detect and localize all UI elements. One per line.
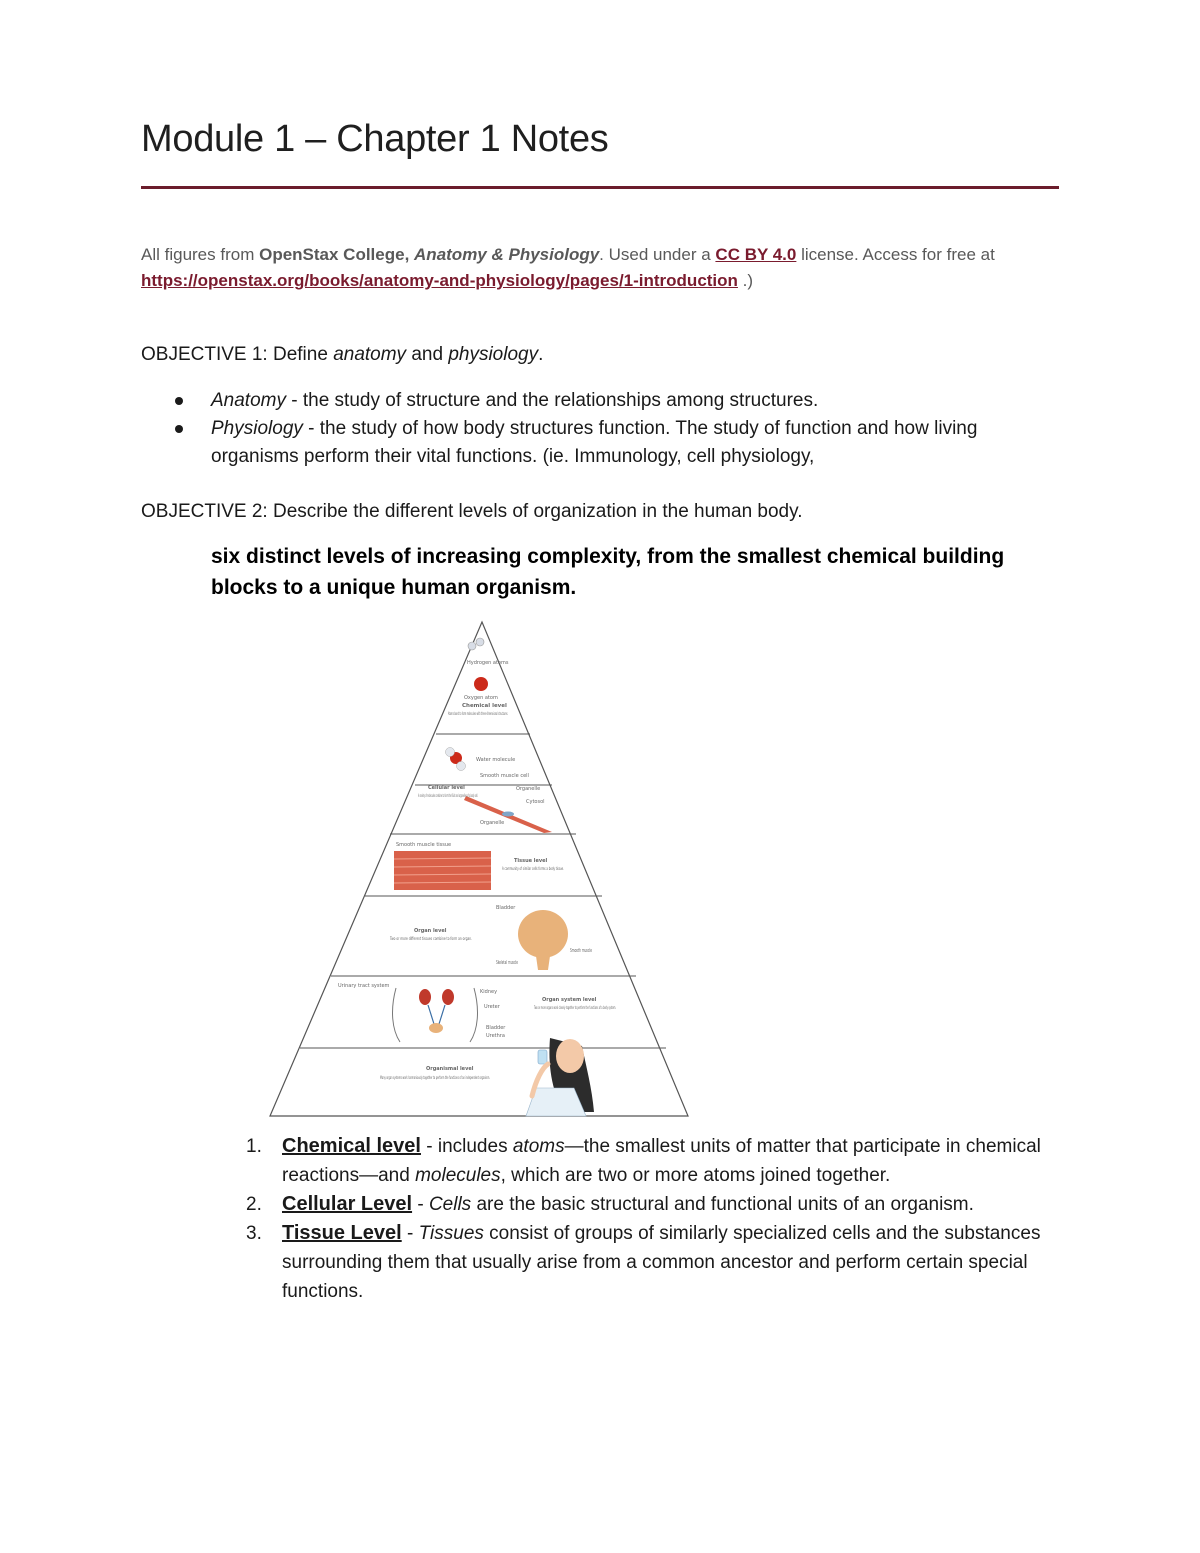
kidney-icon: [419, 989, 431, 1005]
organ-level-title: Organ level: [414, 928, 447, 934]
objective-1-text: OBJECTIVE 1: Define: [141, 344, 334, 365]
credit-text: All figures from: [141, 245, 260, 264]
bladder-icon: [429, 1023, 443, 1033]
organismal-level-desc: [380, 1075, 490, 1081]
organ-level-desc: Two or more different tissues combine to form an organ.: [390, 937, 517, 942]
list-item: [246, 1219, 1061, 1306]
organization-levels-list: [246, 1132, 1061, 1306]
organismal-level-title: Organismal level: [426, 1066, 474, 1072]
list-item: [246, 1132, 1061, 1190]
credit-book-title: Anatomy & Physiology: [414, 245, 600, 264]
list-number: 1.: [246, 1136, 262, 1157]
credit-text: .): [737, 271, 754, 290]
objective-1-term: physiology: [448, 344, 539, 365]
skeletal-muscle-label: Skeletal muscle: [496, 960, 518, 966]
urethra-label: Urethra: [486, 1033, 505, 1039]
bladder-label: Bladder: [486, 1025, 506, 1031]
chemical-level-title: Chemical level: [462, 703, 507, 709]
person-face-icon: [556, 1039, 584, 1073]
objective-1-text: and: [406, 344, 449, 365]
bladder-icon: [518, 910, 568, 958]
level-text: consist of groups of similarly specialized cells and the substances surrounding them that usually arise from a common ancestor and perform certain special functions.: [282, 1223, 1041, 1302]
urinary-system-label: Urinary tract system: [338, 983, 390, 989]
water-hydrogen-icon: [457, 762, 466, 771]
list-item: [170, 387, 1060, 415]
cytosol-label: Cytosol: [526, 799, 545, 805]
objective-1: [141, 344, 543, 366]
level-text: -: [412, 1194, 429, 1215]
water-glass-icon: [538, 1050, 547, 1064]
level-text: - includes: [420, 1136, 513, 1157]
list-item: [170, 415, 1060, 471]
bladder-label: Bladder: [496, 905, 516, 911]
cellular-level-desc: [418, 793, 478, 799]
definition-term: Physiology: [211, 418, 303, 439]
levels-intro: six distinct levels of increasing complexity, from the smallest chemical building blocks to a unique human organism.: [211, 545, 1005, 599]
objective-1-term: anatomy: [333, 344, 407, 365]
smooth-muscle-label: Smooth muscle: [570, 948, 592, 954]
chemical-level-desc: Atoms bond to form molecules with three-dimensional structures.: [448, 712, 597, 717]
definition-text: - the study of structure and the relationships among structures.: [285, 390, 819, 411]
tissue-level-desc: A community of similar cells forms a body tissue.: [502, 867, 613, 872]
list-number: 2.: [246, 1194, 262, 1215]
kidney-icon: [442, 989, 454, 1005]
level-keyword: atoms: [512, 1136, 565, 1157]
kidney-label: Kidney: [480, 989, 498, 995]
figure-credit: [141, 242, 1041, 294]
credit-source: OpenStax College: [259, 245, 405, 264]
nucleus-icon: [502, 812, 514, 817]
list-number: 3.: [246, 1223, 262, 1244]
water-hydrogen-icon: [446, 748, 455, 757]
hydrogen-atom-icon: [476, 638, 484, 646]
level-text: —the smallest units of matter that participate in chemical reactions—and: [282, 1136, 1041, 1186]
credit-text: . Used under a: [599, 245, 716, 264]
definition-text: - the study of how body structures function. The study of function and how living organisms perform their vital functions. (ie. Immunology, cell physiology,: [211, 418, 978, 467]
hydrogen-atom-icon: [468, 642, 476, 650]
level-term: Tissue Level: [282, 1222, 402, 1244]
smooth-muscle-cell-label: Smooth muscle cell: [480, 773, 529, 779]
cellular-level-title: Cellular level: [428, 785, 465, 791]
level-keyword: Tissues: [418, 1223, 484, 1244]
objective-2: OBJECTIVE 2: Describe the different levels of organization in the human body.: [141, 501, 803, 522]
definition-term: Anatomy: [211, 390, 286, 411]
hydrogen-label: Hydrogen atoms: [467, 660, 509, 666]
page-title: Module 1 – Chapter 1 Notes: [141, 118, 609, 160]
level-term: Chemical level: [282, 1135, 421, 1157]
level-text: -: [401, 1223, 419, 1244]
level-keyword: Cells: [428, 1194, 472, 1215]
license-link[interactable]: CC BY 4.0: [715, 245, 797, 264]
openstax-link[interactable]: https://openstax.org/books/anatomy-and-physiology/pages/1-introduction: [141, 271, 738, 290]
credit-text: license. Access for free at: [796, 245, 995, 264]
credit-comma: ,: [404, 245, 415, 264]
tissue-level-title: Tissue level: [514, 858, 548, 864]
ureter-label: Ureter: [484, 1004, 500, 1010]
level-text: are the basic structural and functional units of an organism.: [471, 1194, 974, 1215]
definition-list: [170, 387, 1060, 471]
level-text: , which are two or more atoms joined together.: [500, 1165, 891, 1186]
organelle-label: Organelle: [480, 820, 505, 826]
muscle-tissue-icon: [394, 851, 491, 890]
organ-system-level-title: Organ system level: [542, 997, 597, 1003]
title-divider: [141, 186, 1059, 189]
levels-of-organization-figure: [268, 618, 690, 1118]
organ-system-level-desc: [534, 1005, 616, 1011]
objective-1-text: .: [538, 344, 544, 365]
list-item: [246, 1190, 1061, 1219]
urethra-icon: [536, 956, 550, 970]
smooth-muscle-tissue-label: Smooth muscle tissue: [396, 842, 452, 848]
level-keyword: molecules: [415, 1165, 501, 1186]
organelle-label: Organelle: [516, 786, 541, 792]
level-term: Cellular Level: [282, 1193, 413, 1215]
oxygen-atom-icon: [474, 677, 488, 691]
water-molecule-label: Water molecule: [476, 757, 516, 763]
oxygen-label: Oxygen atom: [464, 695, 498, 701]
